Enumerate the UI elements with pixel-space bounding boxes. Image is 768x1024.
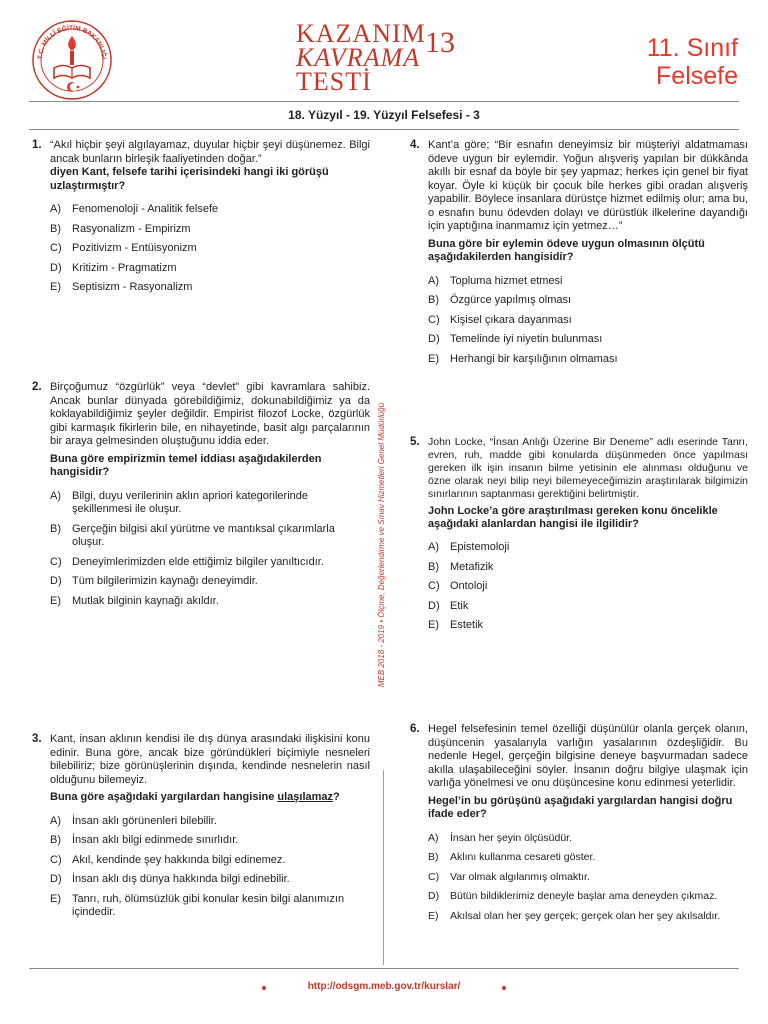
option-d[interactable]: D) Bütün bildiklerimiz deneyle başlar ama deneyden çıkmaz.	[428, 890, 718, 902]
option-d[interactable]: D) Tüm bilgilerimizin kaynağı deneyimdir.	[50, 575, 258, 587]
option-a[interactable]: A) Fenomenoloji - Analitik felsefe	[50, 203, 219, 215]
question-5	[410, 436, 748, 639]
option-c[interactable]: C) Pozitivizm - Entüisyonizm	[50, 242, 197, 254]
option-b[interactable]: B) Metafizik	[428, 560, 494, 573]
question-prompt: diyen Kant, felsefe tarihi içerisindeki hangi iki görüşü uzlaştırmıştır?	[50, 166, 329, 192]
option-d[interactable]: D) Temelinde iyi niyetin bulunması	[428, 333, 603, 345]
grade-subject	[647, 34, 738, 90]
footer-url-link[interactable]: http://odsgm.meb.gov.tr/kurslar/	[307, 981, 461, 992]
footer-bullet-right	[502, 986, 506, 990]
question-prompt: Hegel’in bu görüşünü aşağıdaki yargılardan hangisi doğru ifade eder?	[428, 794, 733, 820]
option-c[interactable]: C) Ontoloji	[428, 580, 488, 592]
question-prompt: John Locke’a göre araştırılması gereken konu öncelikle aşağıdaki alanlardan hangisi ile ilgilidir?	[428, 505, 718, 530]
option-list	[50, 815, 370, 920]
question-prompt: Buna göre aşağıdaki yargılardan hangisine ulaşılamaz?	[50, 791, 340, 803]
option-d[interactable]: D) Etik	[428, 599, 469, 612]
option-a[interactable]: A) Epistemoloji	[428, 541, 510, 553]
grade-label: 11. Sınıf	[646, 34, 738, 62]
subject-label: Felsefe	[656, 62, 738, 90]
option-c[interactable]: C) Kişisel çıkara dayanması	[428, 313, 572, 326]
option-b[interactable]: B) Aklını kullanma cesareti göster.	[428, 851, 596, 863]
option-a[interactable]: A) İnsan aklı görünenleri bilebilir.	[50, 814, 217, 827]
option-d[interactable]: D) Kritizim - Pragmatizm	[50, 261, 177, 274]
option-list	[50, 203, 370, 295]
footer-divider	[29, 968, 739, 969]
option-a[interactable]: A) Bilgi, duyu verilerinin aklın apriori kategorilerinde şekillenmesi ile oluşur.	[50, 489, 309, 515]
option-e[interactable]: E) Septisizm - Rasyonalizm	[50, 281, 193, 293]
option-a[interactable]: A) İnsan her şeyin ölçüsüdür.	[428, 831, 572, 844]
question-stem: John Locke, “İnsan Anlığı Üzerine Bir Deneme” adlı eserinde Tanrı, evren, ruh, madde gibi konularda düşünmeden önce yapılması gereken ilk işin insanın bilme yetisinin ele alınması olduğunu ve özne olarak neyi bilip neyi bilemeyeceğimizin araştırılarak bilgimizin sınırlarının saptanması gerektiğini belirtmiştir.	[428, 436, 748, 500]
question-number: 6.	[410, 723, 420, 735]
question-stem: Kant’a göre; “Bir esnafın deneyimsiz bir müşteriyi aldatmaması ödeve uygun bir eylemdir. Yoğun alışveriş yapılan bir dükkânda akıllı bir esnaf da böyle bir şey yapmaz; herkes için genel bir fiyat koyar. Öyle ki küçük bir çocuk bile herkes gibi oradan alışveriş yapabilir. Böylece insanlara dürüstçe hizmet edilmiş olur; ama bu, o esnafın bunu ödevden dolayı ve dürüstlük ilkelerine dayandığı için yaptığına inanmamız için yetmez…”	[428, 139, 748, 232]
option-list	[428, 541, 748, 633]
question-2	[32, 381, 370, 614]
question-number: 5.	[410, 436, 420, 448]
option-list	[50, 490, 370, 609]
question-stem: Kant, insan aklının kendisi ile dış dünya arasındaki ilişkisini konu edinir. Buna göre, ancak bize göründükleri biçimiyle nesneleri bilebiliriz; bize görünüşlerinin dışında, kendinde nesnelerin nasıl olduğunu bilemeyiz.	[50, 733, 370, 786]
side-divider	[383, 770, 384, 965]
option-c[interactable]: C) Akıl, kendinde şey hakkında bilgi edinemez.	[50, 853, 286, 866]
question-prompt: Buna göre empirizmin temel iddiası aşağıdakilerden hangisidir?	[50, 452, 322, 478]
option-e[interactable]: E) Estetik	[428, 619, 484, 631]
option-a[interactable]: A) Topluma hizmet etmesi	[428, 274, 563, 287]
test-number: 13	[425, 26, 455, 59]
question-1	[32, 139, 370, 301]
option-b[interactable]: B) İnsan aklı bilgi edinmede sınırlıdır.	[50, 834, 239, 846]
option-list	[428, 832, 748, 924]
question-stem: “Akıl hiçbir şeyi algılayamaz, duyular hiçbir şeyi düşünemez. Bilgi ancak bunların birleşik faaliyetinden doğar.”	[50, 139, 370, 165]
option-b[interactable]: B) Gerçeğin bilgisi akıl yürütme ve mantıksal çıkarımlarla oluşur.	[50, 522, 335, 548]
question-number: 2.	[32, 381, 42, 393]
series-line-3: TESTİ	[296, 67, 372, 96]
option-e[interactable]: E) Herhangi bir karşılığının olmaması	[428, 352, 618, 365]
header-divider	[29, 101, 739, 102]
option-d[interactable]: D) İnsan aklı dış dünya hakkında bilgi edinebilir.	[50, 873, 290, 885]
question-number: 3.	[32, 733, 42, 745]
question-prompt: Buna göre bir eylemin ödeve uygun olmasının ölçütü aşağıdakilerden hangisidir?	[428, 237, 705, 263]
question-4	[410, 139, 748, 372]
subtitle-divider	[29, 129, 739, 130]
option-e[interactable]: E) Akılsal olan her şey gerçek; gerçek olan her şey akılsaldır.	[428, 909, 721, 922]
option-e[interactable]: E) Tanrı, ruh, ölümsüzlük gibi konular kesin bilgi alanımızın içindedir.	[50, 892, 345, 918]
ministry-seal-icon	[30, 18, 114, 102]
option-c[interactable]: C) Var olmak algılanmış olmaktır.	[428, 870, 590, 883]
ministry-logo	[30, 18, 114, 102]
option-b[interactable]: B) Özgürce yapılmış olması	[428, 294, 572, 306]
question-6	[410, 723, 748, 929]
question-number: 4.	[410, 139, 420, 151]
series-title	[296, 19, 426, 96]
series-line-1: KAZANIM	[296, 19, 426, 48]
question-stem: Birçoğumuz “özgürlük” veya “devlet” gibi kavramlara sahibiz. Ancak bunlar dünyada görebildiğimiz, dokunabildiğimiz ya da koklayabildiğimiz şeyler değildir. Empirist filozof Locke, özgürlük gibi karmaşık fikirlerin bile, en nihayetinde, basit algı parçalarının bir araya gelmesinden oluştuğunu iddia eder.	[50, 381, 370, 447]
negation-emphasis: ulaşılamaz	[277, 791, 334, 803]
question-3	[32, 733, 370, 926]
unit-subtitle: 18. Yüzyıl - 19. Yüzyıl Felsefesi - 3	[288, 108, 480, 122]
option-b[interactable]: B) Rasyonalizm - Empirizm	[50, 222, 191, 235]
option-list	[428, 275, 748, 367]
question-number: 1.	[32, 139, 42, 151]
question-stem: Hegel felsefesinin temel özelliği düşünülür olanla gerçek olanın, düşüncenin yasalarıyla varlığın yasalarının özdeşliğidir. Bu nedenle Hegel, gerçeğin bilgisine deneye başvurmadan sadece akılla ulaşabileceğini söyler. İnsanın doğru bilgiye ulaşmak için varlığa yönelmesi ve onu düşüncesine konu edinmesi yeterlidir.	[428, 723, 748, 789]
option-c[interactable]: C) Deneyimlerimizden elde ettiğimiz bilgiler yanıltıcıdır.	[50, 555, 324, 568]
option-e[interactable]: E) Mutlak bilginin kaynağı akıldır.	[50, 594, 219, 607]
series-line-2: KAVRAMA	[296, 43, 421, 72]
side-credit-text: MEB 2018 - 2019 • Ölçme, Değerlendirme ve Sınav Hizmetleri Genel Müdürlüğü	[377, 402, 386, 688]
svg-text:T.C. MİLLÎ EĞİTİM BAKANLIĞI: T.C. MİLLÎ EĞİTİM BAKANLIĞI	[36, 24, 107, 60]
